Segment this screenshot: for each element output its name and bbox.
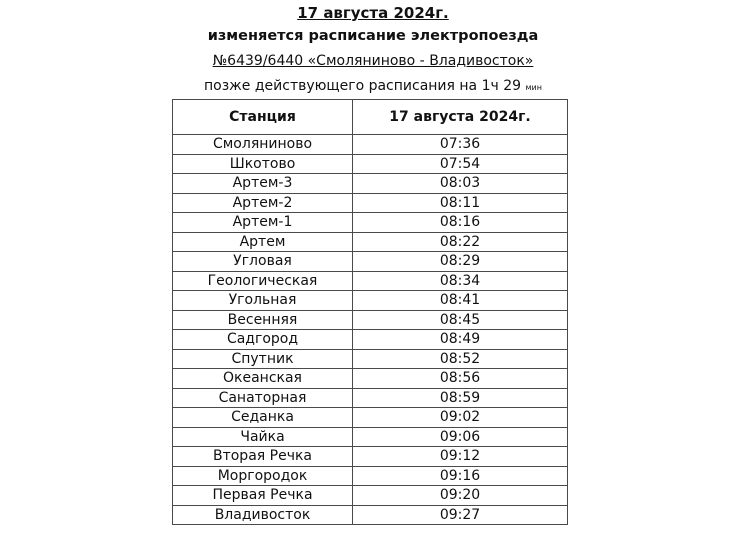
station-cell: Артем-3 — [173, 174, 353, 194]
delay-text: позже действующего расписания на 1ч 29 — [204, 78, 522, 94]
station-cell: Артем-1 — [173, 213, 353, 233]
notice-date: 17 августа 2024г. — [297, 4, 449, 22]
station-cell: Артем — [173, 232, 353, 252]
station-cell: Угольная — [173, 291, 353, 311]
time-cell: 08:59 — [353, 388, 568, 408]
time-cell: 08:03 — [353, 174, 568, 194]
time-cell: 08:34 — [353, 271, 568, 291]
table-row — [173, 349, 568, 369]
table-row — [173, 427, 568, 447]
table-row — [173, 193, 568, 213]
station-cell: Угловая — [173, 252, 353, 272]
time-cell: 09:27 — [353, 505, 568, 525]
table-row — [173, 486, 568, 506]
table-row — [173, 154, 568, 174]
time-cell: 09:12 — [353, 447, 568, 467]
table-row — [173, 252, 568, 272]
table-row — [173, 232, 568, 252]
time-cell: 07:36 — [353, 135, 568, 155]
time-cell: 08:49 — [353, 330, 568, 350]
delay-unit: мин — [525, 83, 542, 92]
table-row — [173, 310, 568, 330]
time-cell: 08:16 — [353, 213, 568, 233]
time-cell: 08:45 — [353, 310, 568, 330]
time-cell: 07:54 — [353, 154, 568, 174]
schedule-table — [172, 99, 568, 525]
time-cell: 09:02 — [353, 408, 568, 428]
time-cell: 08:56 — [353, 369, 568, 389]
notice-heading: изменяется расписание электропоезда — [207, 28, 539, 44]
table-row — [173, 388, 568, 408]
time-cell: 08:41 — [353, 291, 568, 311]
time-cell: 08:52 — [353, 349, 568, 369]
station-cell: Океанская — [173, 369, 353, 389]
table-row — [173, 369, 568, 389]
time-cell: 08:22 — [353, 232, 568, 252]
table-row — [173, 135, 568, 155]
station-cell: Шкотово — [173, 154, 353, 174]
station-cell: Вторая Речка — [173, 447, 353, 467]
station-cell: Санаторная — [173, 388, 353, 408]
table-row — [173, 213, 568, 233]
station-cell: Смоляниново — [173, 135, 353, 155]
station-cell: Первая Речка — [173, 486, 353, 506]
table-row — [173, 291, 568, 311]
station-cell: Артем-2 — [173, 193, 353, 213]
table-row — [173, 271, 568, 291]
time-cell: 09:20 — [353, 486, 568, 506]
table-row — [173, 408, 568, 428]
delay-note — [0, 78, 746, 94]
column-header-date: 17 августа 2024г. — [353, 100, 568, 135]
station-cell: Моргородок — [173, 466, 353, 486]
time-cell: 08:11 — [353, 193, 568, 213]
table-row — [173, 174, 568, 194]
table-row — [173, 466, 568, 486]
schedule-body — [173, 135, 568, 525]
station-cell: Садгород — [173, 330, 353, 350]
station-cell: Чайка — [173, 427, 353, 447]
station-cell: Спутник — [173, 349, 353, 369]
station-cell: Владивосток — [173, 505, 353, 525]
column-header-station: Станция — [173, 100, 353, 135]
time-cell: 08:29 — [353, 252, 568, 272]
table-row — [173, 447, 568, 467]
table-row — [173, 330, 568, 350]
station-cell: Седанка — [173, 408, 353, 428]
time-cell: 09:06 — [353, 427, 568, 447]
train-number: №6439/6440 «Смоляниново - Владивосток» — [212, 53, 534, 69]
table-header-row — [173, 100, 568, 135]
station-cell: Геологическая — [173, 271, 353, 291]
time-cell: 09:16 — [353, 466, 568, 486]
station-cell: Весенняя — [173, 310, 353, 330]
table-row — [173, 505, 568, 525]
